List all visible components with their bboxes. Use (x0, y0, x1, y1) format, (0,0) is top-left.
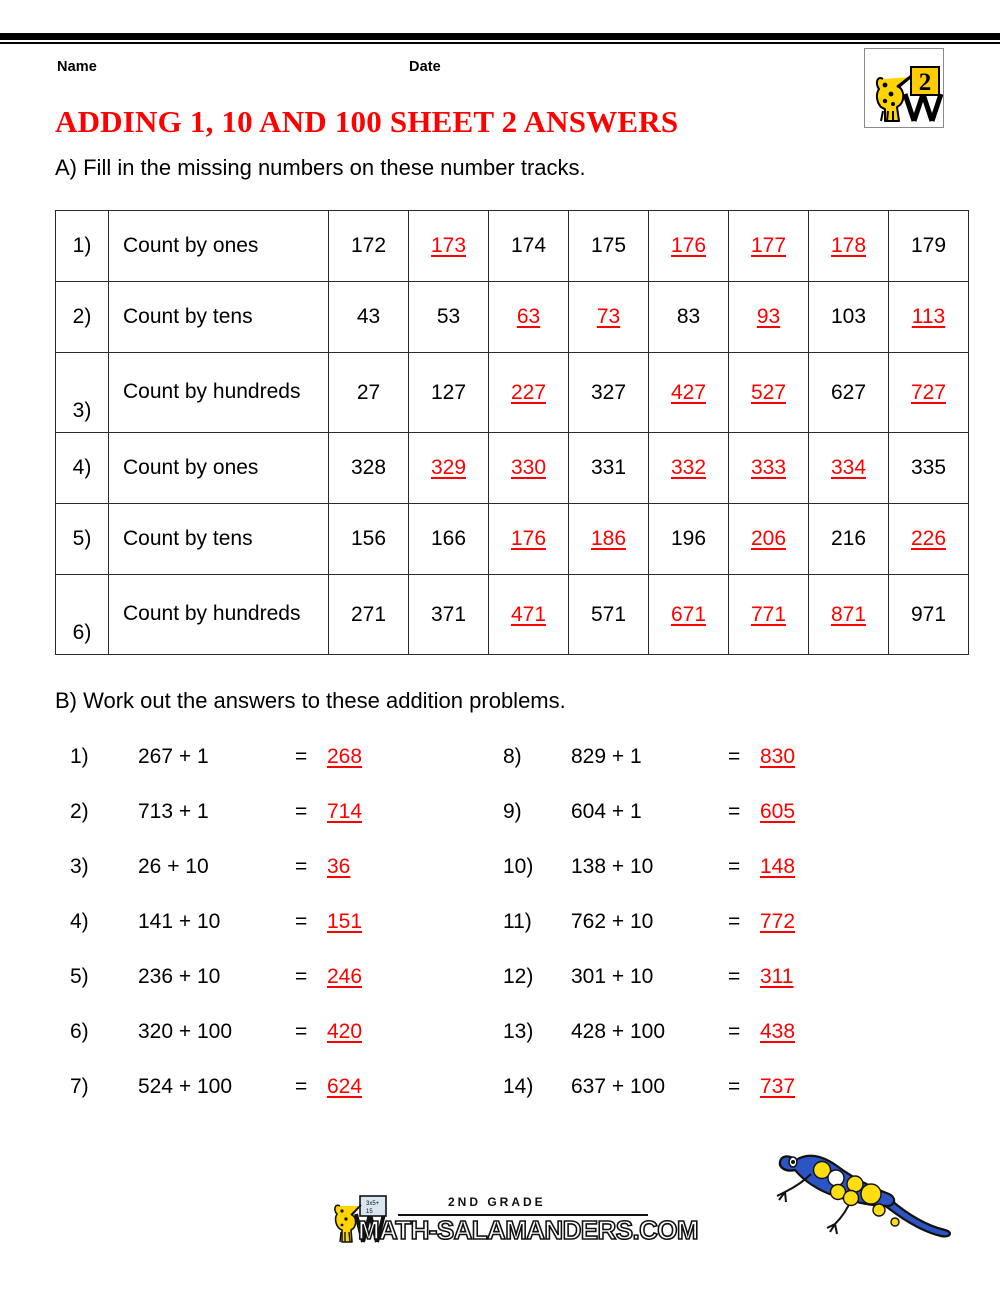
track-cell[interactable] (569, 353, 649, 433)
track-cell[interactable] (329, 433, 409, 504)
cell-value: 53 (436, 305, 461, 328)
svg-text:3x5+: 3x5+ (366, 1201, 380, 1207)
cell-answer: 329 (430, 456, 467, 479)
problem-index: 6) (70, 1020, 89, 1043)
equals-sign: = (728, 910, 741, 933)
problem-answer: 737 (760, 1075, 796, 1098)
cell-value: 156 (350, 527, 387, 550)
track-cell[interactable] (649, 211, 729, 282)
row-index: 6) (56, 575, 109, 655)
cell-answer: 176 (510, 527, 547, 550)
row-label: Count by tens (109, 282, 329, 353)
row-label: Count by ones (109, 433, 329, 504)
equals-sign: = (728, 855, 741, 878)
table-row (56, 504, 969, 575)
track-cell[interactable] (329, 282, 409, 353)
equals-sign: = (295, 1075, 308, 1098)
equals-sign: = (728, 745, 741, 768)
cell-answer: 727 (910, 380, 947, 404)
cell-value: 127 (430, 380, 467, 404)
date-label: Date (409, 59, 441, 75)
cell-value: 83 (676, 305, 701, 328)
cell-value: 216 (830, 527, 867, 550)
cell-answer: 63 (516, 305, 541, 328)
cell-answer: 471 (510, 602, 547, 626)
equals-sign: = (295, 910, 308, 933)
cell-answer: 206 (750, 527, 787, 550)
problem-index: 1) (70, 745, 89, 768)
track-cell[interactable] (329, 211, 409, 282)
problem-expression: 141 + 10 (138, 910, 221, 933)
grade-badge-number: 2 (918, 69, 932, 96)
problem-index: 5) (70, 965, 89, 988)
problem-answer: 438 (760, 1020, 796, 1043)
problem-answer: 151 (327, 910, 363, 933)
problem-expression: 138 + 10 (571, 855, 654, 878)
track-cell[interactable] (489, 504, 569, 575)
cell-answer: 226 (910, 527, 947, 550)
problem-index: 10) (503, 855, 534, 878)
track-cell[interactable] (329, 575, 409, 655)
cell-answer: 113 (911, 305, 946, 328)
equals-sign: = (728, 1075, 741, 1098)
row-label: Count by hundreds (109, 353, 329, 433)
problem-index: 14) (503, 1075, 534, 1098)
cell-answer: 671 (670, 602, 707, 626)
cell-answer: 771 (750, 602, 787, 626)
cell-value: 174 (510, 234, 547, 257)
header-rule (0, 33, 1000, 44)
track-cell[interactable] (649, 353, 729, 433)
problem-expression: 762 + 10 (571, 910, 654, 933)
problem-index: 3) (70, 855, 89, 878)
problem-expression: 637 + 100 (571, 1075, 666, 1098)
footer-logo (330, 1188, 698, 1254)
track-cell[interactable] (809, 282, 889, 353)
name-label: Name (57, 59, 97, 75)
track-cell[interactable] (489, 211, 569, 282)
table-row (56, 433, 969, 504)
track-cell[interactable] (809, 504, 889, 575)
problem-answer: 624 (327, 1075, 363, 1098)
track-cell[interactable] (729, 282, 809, 353)
track-cell[interactable] (809, 211, 889, 282)
equals-sign: = (295, 800, 308, 823)
page-title: ADDING 1, 10 AND 100 SHEET 2 ANSWERS (55, 104, 679, 139)
cell-value: 328 (350, 456, 387, 479)
track-cell[interactable] (809, 433, 889, 504)
svg-text:15: 15 (366, 1209, 373, 1215)
problem-expression: 524 + 100 (138, 1075, 233, 1098)
cell-value: 627 (830, 380, 867, 404)
cell-value: 271 (350, 602, 387, 626)
problem-index: 4) (70, 910, 89, 933)
track-cell[interactable] (489, 433, 569, 504)
equals-sign: = (728, 1020, 741, 1043)
track-cell[interactable] (889, 211, 969, 282)
track-cell[interactable] (569, 575, 649, 655)
track-cell[interactable] (569, 282, 649, 353)
cell-answer: 227 (510, 380, 547, 404)
equals-sign: = (295, 745, 308, 768)
cell-answer: 73 (596, 305, 621, 328)
cell-answer: 527 (750, 380, 787, 404)
cell-value: 179 (910, 234, 947, 257)
problem-expression: 320 + 100 (138, 1020, 233, 1043)
track-cell[interactable] (889, 282, 969, 353)
problem-expression: 829 + 1 (571, 745, 642, 768)
track-cell[interactable] (889, 575, 969, 655)
cell-value: 166 (430, 527, 467, 550)
problem-answer: 36 (327, 855, 351, 878)
problem-index: 2) (70, 800, 89, 823)
cell-answer: 178 (830, 234, 867, 257)
track-cell[interactable] (329, 353, 409, 433)
cell-value: 43 (356, 305, 381, 328)
cell-value: 175 (590, 234, 627, 257)
track-cell[interactable] (649, 282, 729, 353)
problem-expression: 236 + 10 (138, 965, 221, 988)
track-cell[interactable] (329, 504, 409, 575)
header-rule-thick (0, 33, 1000, 40)
track-cell[interactable] (729, 211, 809, 282)
row-label: Count by ones (109, 211, 329, 282)
table-row (56, 211, 969, 282)
problem-expression: 267 + 1 (138, 745, 209, 768)
track-cell[interactable] (569, 433, 649, 504)
cell-answer: 186 (590, 527, 627, 550)
number-tracks-body (56, 211, 969, 655)
problem-answer: 311 (760, 965, 794, 988)
cell-value: 335 (910, 456, 947, 479)
track-cell[interactable] (729, 353, 809, 433)
track-cell[interactable] (889, 433, 969, 504)
track-cell[interactable] (409, 504, 489, 575)
equals-sign: = (728, 800, 741, 823)
grade-badge (864, 48, 944, 128)
track-cell[interactable] (729, 504, 809, 575)
problem-answer: 772 (760, 910, 796, 933)
row-index: 4) (56, 433, 109, 504)
cell-answer: 333 (750, 456, 787, 479)
blue-salamander-illustration (755, 1108, 1000, 1258)
cell-value: 172 (350, 234, 387, 257)
track-cell[interactable] (729, 433, 809, 504)
cell-answer: 93 (756, 305, 781, 328)
cell-value: 571 (590, 602, 627, 626)
equals-sign: = (728, 965, 741, 988)
row-index: 1) (56, 211, 109, 282)
name-date-row (57, 59, 937, 79)
problem-answer: 420 (327, 1020, 363, 1043)
table-row (56, 353, 969, 433)
problem-expression: 713 + 1 (138, 800, 209, 823)
problem-index: 12) (503, 965, 534, 988)
equals-sign: = (295, 1020, 308, 1043)
cell-answer: 871 (830, 602, 867, 626)
track-cell[interactable] (409, 433, 489, 504)
header-rule-thin (0, 42, 1000, 44)
problem-index: 8) (503, 745, 522, 768)
problem-expression: 26 + 10 (138, 855, 209, 878)
track-cell[interactable] (649, 504, 729, 575)
problem-answer: 268 (327, 745, 363, 768)
track-cell[interactable] (809, 353, 889, 433)
cell-answer: 330 (510, 456, 547, 479)
problem-answer: 830 (760, 745, 796, 768)
equals-sign: = (295, 965, 308, 988)
cell-value: 196 (670, 527, 707, 550)
row-label: Count by tens (109, 504, 329, 575)
cell-value: 327 (590, 380, 627, 404)
track-cell[interactable] (489, 282, 569, 353)
cell-value: 331 (590, 456, 627, 479)
row-index: 2) (56, 282, 109, 353)
salamander-easel-icon (865, 49, 943, 127)
cell-value: 27 (356, 380, 381, 404)
number-tracks-table (55, 210, 969, 655)
equals-sign: = (295, 855, 308, 878)
row-index: 5) (56, 504, 109, 575)
row-index: 3) (56, 353, 109, 433)
cell-value: 371 (430, 602, 467, 626)
cell-value: 103 (830, 305, 867, 328)
track-cell[interactable] (409, 282, 489, 353)
track-cell[interactable] (569, 504, 649, 575)
cell-answer: 427 (670, 380, 707, 404)
track-cell[interactable] (889, 504, 969, 575)
problem-expression: 428 + 100 (571, 1020, 666, 1043)
problem-index: 11) (503, 910, 532, 933)
cell-answer: 334 (830, 456, 867, 479)
cell-answer: 332 (670, 456, 707, 479)
track-cell[interactable] (729, 575, 809, 655)
track-cell[interactable] (489, 353, 569, 433)
track-cell[interactable] (409, 211, 489, 282)
footer-grade-text: 2ND GRADE (448, 1195, 546, 1209)
track-cell[interactable] (409, 575, 489, 655)
problem-answer: 148 (760, 855, 796, 878)
track-cell[interactable] (489, 575, 569, 655)
track-cell[interactable] (409, 353, 489, 433)
track-cell[interactable] (649, 575, 729, 655)
section-b-instruction: B) Work out the answers to these addition problems. (55, 688, 566, 713)
track-cell[interactable] (649, 433, 729, 504)
table-row (56, 575, 969, 655)
problem-index: 13) (503, 1020, 534, 1043)
problem-expression: 604 + 1 (571, 800, 642, 823)
cell-answer: 173 (430, 234, 467, 257)
section-a-instruction: A) Fill in the missing numbers on these number tracks. (55, 155, 586, 180)
problem-expression: 301 + 10 (571, 965, 654, 988)
footer-site-text: MATH-SALAMANDERS.COM (358, 1215, 698, 1245)
problem-index: 9) (503, 800, 522, 823)
problem-answer: 605 (760, 800, 796, 823)
cell-value: 971 (910, 602, 947, 626)
cell-answer: 177 (750, 234, 787, 257)
problem-index: 7) (70, 1075, 89, 1098)
row-label: Count by hundreds (109, 575, 329, 655)
problem-answer: 714 (327, 800, 363, 823)
problem-answer: 246 (327, 965, 363, 988)
track-cell[interactable] (809, 575, 889, 655)
track-cell[interactable] (569, 211, 649, 282)
track-cell[interactable] (889, 353, 969, 433)
cell-answer: 176 (670, 234, 707, 257)
table-row (56, 282, 969, 353)
